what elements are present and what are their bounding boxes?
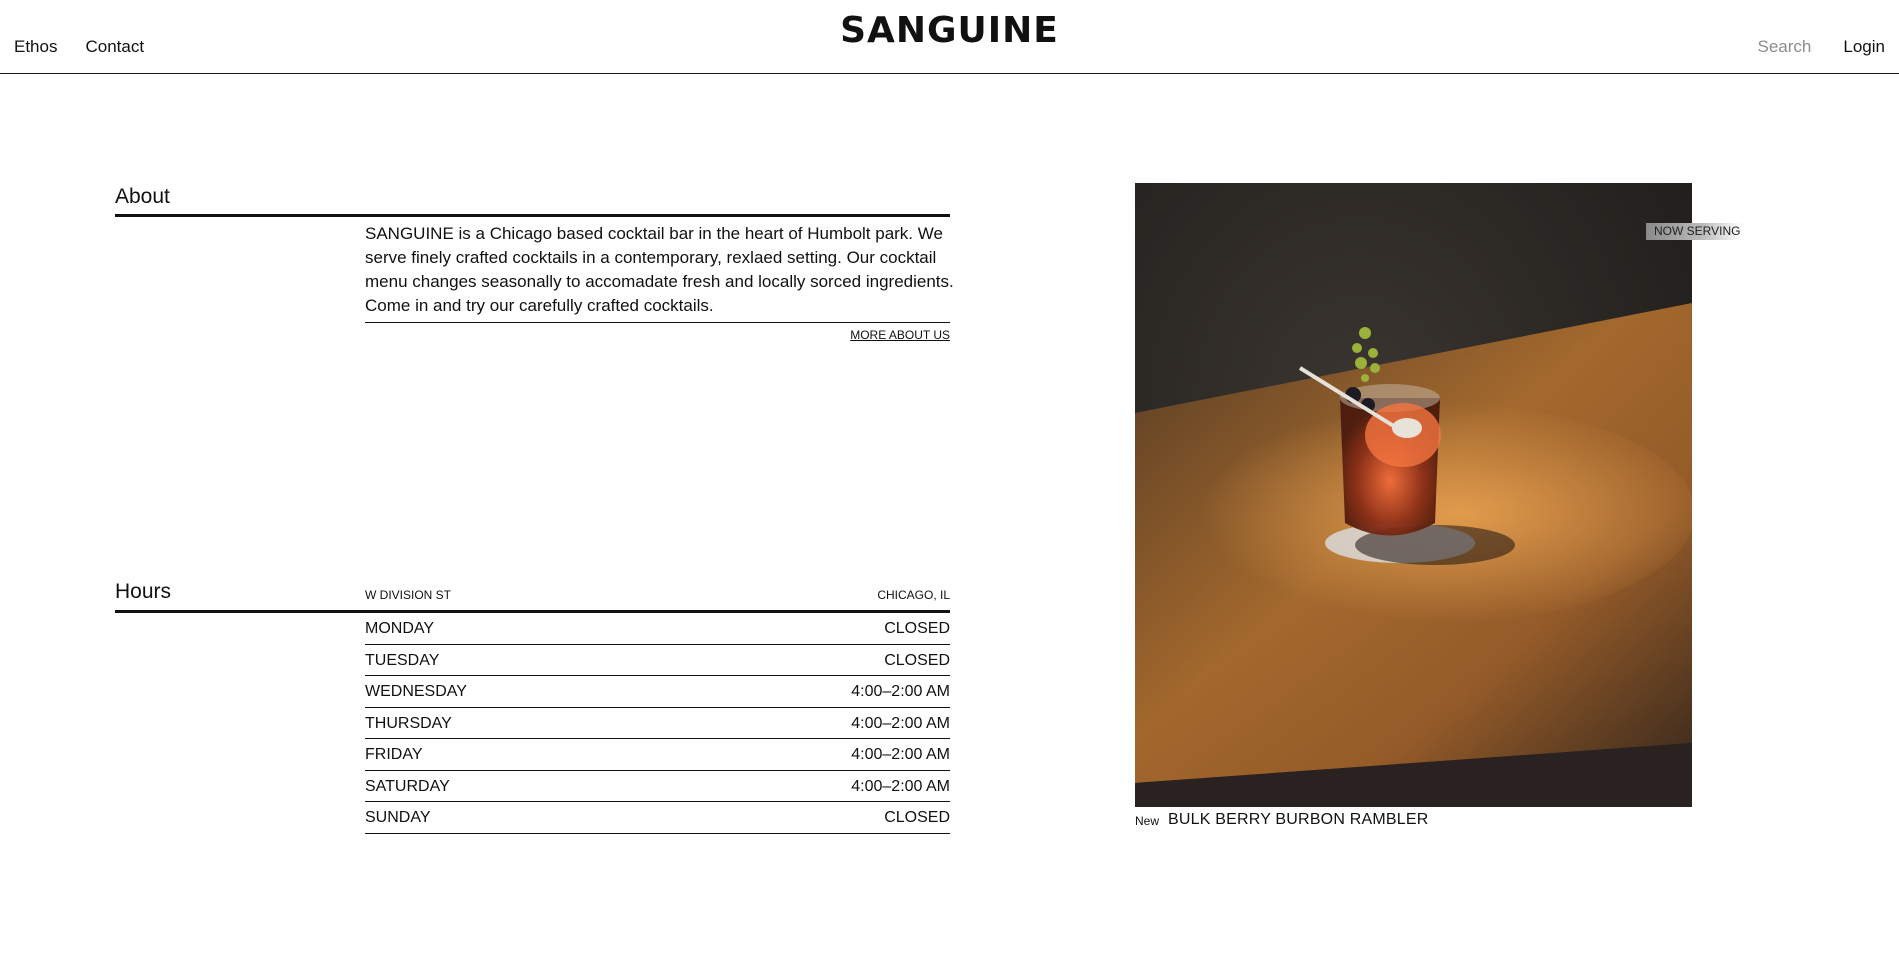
featured-cocktail-name[interactable]: BULK BERRY BURBON RAMBLER <box>1168 811 1429 828</box>
about-subdivider <box>365 322 950 323</box>
nav-link-contact[interactable]: Contact <box>85 37 145 56</box>
hours-day: MONDAY <box>365 620 435 638</box>
hours-row <box>365 645 950 677</box>
hours-row <box>365 802 950 834</box>
hours-row <box>365 739 950 771</box>
utility-nav <box>1758 37 1885 57</box>
hours-table <box>365 613 950 834</box>
address-city: CHICAGO, IL <box>877 588 950 602</box>
hours-time: CLOSED <box>884 620 950 638</box>
hours-time: CLOSED <box>884 651 950 669</box>
hours-heading: Hours <box>115 580 172 603</box>
hours-time: 4:00–2:00 AM <box>851 746 950 764</box>
hours-day: SUNDAY <box>365 809 431 827</box>
login-link[interactable]: Login <box>1843 37 1885 56</box>
site-header <box>0 0 1899 74</box>
hours-time: 4:00–2:00 AM <box>851 714 950 732</box>
hours-row <box>365 771 950 803</box>
featured-cocktail-photo[interactable] <box>1135 183 1692 807</box>
hours-row <box>365 676 950 708</box>
hours-time: 4:00–2:00 AM <box>851 683 950 701</box>
now-serving-badge: NOW SERVING <box>1646 223 1742 240</box>
about-divider <box>115 214 950 217</box>
hours-time: 4:00–2:00 AM <box>851 777 950 795</box>
hours-time: CLOSED <box>884 809 950 827</box>
hours-day: SATURDAY <box>365 777 450 795</box>
hours-row <box>365 613 950 645</box>
new-tag: New <box>1135 814 1160 828</box>
hours-day: FRIDAY <box>365 746 423 764</box>
about-heading: About <box>115 185 170 208</box>
nav-link-ethos[interactable]: Ethos <box>14 37 58 56</box>
hours-day: TUESDAY <box>365 651 440 669</box>
more-about-us-link[interactable]: MORE ABOUT US <box>850 328 950 342</box>
about-description: SANGUINE is a Chicago based cocktail bar in the heart of Humbolt park. We serve finely crafted cocktails in a contemporary, rexlaed setting. Our cocktail menu changes seasonally to accomadate fresh and locally sorced ingredients. Come in and try our carefully crafted cocktails. <box>365 224 954 315</box>
site-logo[interactable]: SANGUINE <box>840 10 1059 51</box>
hours-row <box>365 708 950 740</box>
hours-day: WEDNESDAY <box>365 683 467 701</box>
search-input[interactable]: Search <box>1757 37 1812 56</box>
cocktail-photo-illustration <box>1135 183 1692 807</box>
address-street: W DIVISION ST <box>365 588 452 602</box>
hours-day: THURSDAY <box>365 714 452 732</box>
